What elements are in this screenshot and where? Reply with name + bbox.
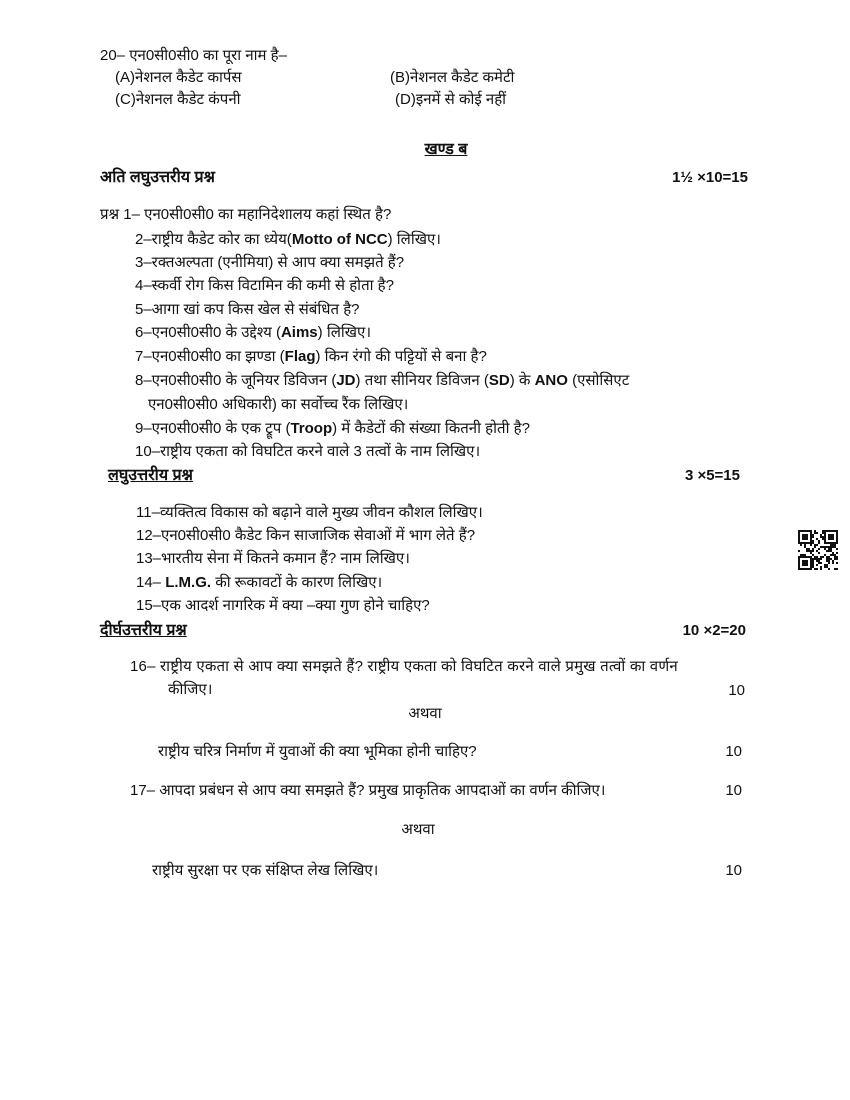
or-label-1: अथवा [408, 705, 442, 722]
question-4 [135, 276, 394, 296]
question-16: 16– राष्ट्रीय एकता से आप क्या समझते हैं? राष्ट्रीय एकता को विघटित करने वाले प्रमुख तत्वों का वर्णन [130, 658, 678, 675]
long-marks: 10 ×2=20 [682, 622, 746, 639]
question-8-cont [148, 395, 408, 415]
bold-term: SD [488, 372, 510, 389]
question-16-cont: कीजिए। [168, 681, 213, 698]
question-text: 3–रक्तअल्पता (एनीमिया) से आप क्या समझते हैं? [135, 254, 405, 271]
option-d: (D)इनमें से कोई नहीं [395, 91, 507, 108]
question-text: एन0सी0सी0 अधिकारी) का सर्वोच्च रैंक लिखिए। [148, 396, 409, 413]
question-text: ) किन रंगो की पट्टियों से बना है? [315, 348, 487, 365]
bold-term: Flag [284, 348, 316, 365]
option-b: (B)नेशनल कैडेट कमेटी [390, 69, 515, 86]
question-8 [135, 371, 629, 391]
question-text: ) तथा सीनियर डिविजन ( [355, 372, 489, 389]
short-heading: लघुउत्तरीय प्रश्न [108, 467, 193, 484]
bold-term: JD [336, 372, 356, 389]
question-7 [135, 347, 487, 367]
question-text: 13–भारतीय सेना में कितने कमान हैं? नाम लिखिए। [136, 550, 410, 567]
question-text: 2–राष्ट्रीय कैडेट कोर का ध्येय( [135, 231, 292, 248]
question-text: 5–आगा खां कप किस खेल से संबंधित है? [135, 301, 360, 318]
question-text: (एसोसिएट [567, 372, 630, 389]
question-16-marks: 10 [728, 682, 745, 699]
section-title: खण्ड ब [424, 141, 468, 158]
question-16-alt-marks: 10 [725, 743, 742, 760]
bold-term: ANO [534, 372, 568, 389]
question-text: 6–एन0सी0सी0 के उद्देश्य ( [135, 324, 281, 341]
short-marks: 3 ×5=15 [684, 467, 740, 484]
question-text: 11–व्यक्तित्व विकास को बढ़ाने वाले मुख्य जीवन कौशल लिखिए। [136, 504, 483, 521]
question-6 [135, 323, 371, 343]
option-a: (A)नेशनल कैडेट कार्पस [115, 69, 242, 86]
question-text: ) लिखिए। [317, 324, 372, 341]
qr-code-icon [798, 530, 838, 570]
question-text: 9–एन0सी0सी0 के एक ट्रूप ( [135, 420, 291, 437]
very-short-heading: अति लघुउत्तरीय प्रश्न [100, 169, 215, 186]
question-12 [136, 526, 475, 546]
question-14 [136, 573, 382, 593]
question-text: प्रश्न 1– एन0सी0सी0 का महानिदेशालय कहां स्थित है? [100, 206, 392, 223]
question-17-marks: 10 [725, 782, 742, 799]
question-text: 10–राष्ट्रीय एकता को विघटित करने वाले 3 तत्वों के नाम लिखिए। [135, 443, 481, 460]
question-text: 12–एन0सी0सी0 कैडेट किन साजाजिक सेवाओं में भाग लेते हैं? [136, 527, 476, 544]
question-text: 8–एन0सी0सी0 के जूनियर डिविजन ( [135, 372, 337, 389]
or-label-2: अथवा [401, 821, 435, 838]
question-text: 7–एन0सी0सी0 का झण्डा ( [135, 348, 285, 365]
question-20: 20– एन0सी0सी0 का पूरा नाम है– [100, 47, 287, 64]
bold-term: Motto of NCC [291, 231, 388, 248]
question-5 [135, 300, 360, 320]
question-10 [135, 442, 480, 462]
question-1 [100, 205, 391, 225]
long-heading: दीर्घउत्तरीय प्रश्न [100, 622, 187, 639]
question-13 [136, 549, 410, 569]
question-16-alternative: राष्ट्रीय चरित्र निर्माण में युवाओं की क्या भूमिका होनी चाहिए? [158, 743, 477, 760]
bold-term: Aims [280, 324, 318, 341]
question-17-alternative: राष्ट्रीय सुरक्षा पर एक संक्षिप्त लेख लिखिए। [152, 862, 379, 879]
question-text: 4–स्कर्वी रोग किस विटामिन की कमी से होता है? [135, 277, 394, 294]
bold-term: Troop [290, 420, 333, 437]
question-text: ) लिखिए। [387, 231, 441, 248]
very-short-marks: 1½ ×10=15 [672, 169, 748, 186]
question-15 [136, 596, 430, 616]
question-11 [136, 503, 483, 523]
question-text: ) में कैडेटों की संख्या कितनी होती है? [332, 420, 530, 437]
question-9 [135, 419, 530, 439]
question-text: ) के [509, 372, 535, 389]
question-3 [135, 253, 404, 273]
question-text: 14– [136, 574, 166, 591]
question-2 [135, 230, 441, 250]
question-17: 17– आपदा प्रबंधन से आप क्या समझते हैं? प्रमुख प्राकृतिक आपदाओं का वर्णन कीजिए। [130, 782, 606, 799]
option-c: (C)नेशनल कैडेट कंपनी [115, 91, 241, 108]
bold-term: L.M.G. [165, 574, 212, 591]
question-text: की रूकावटों के कारण लिखिए। [211, 574, 383, 591]
question-text: 15–एक आदर्श नागरिक में क्या –क्या गुण होने चाहिए? [136, 597, 430, 614]
question-17-alt-marks: 10 [725, 862, 742, 879]
